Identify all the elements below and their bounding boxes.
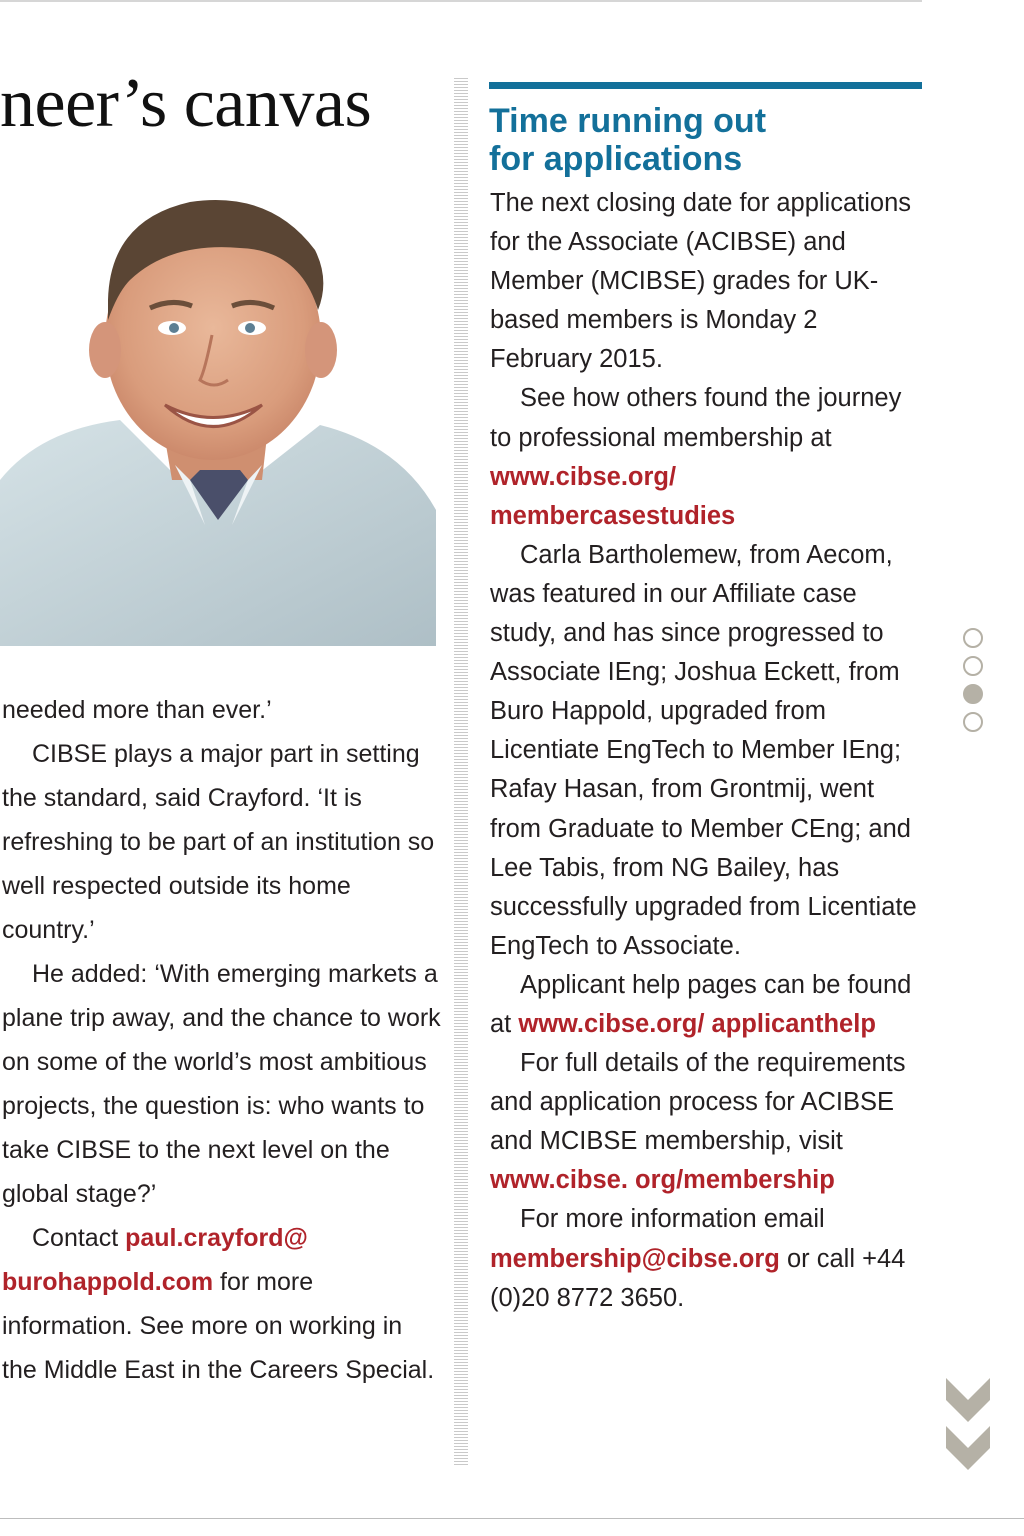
page-dot-2[interactable] (963, 656, 983, 676)
email-link-crayford[interactable]: paul.crayford@ burohappold.com (2, 1224, 308, 1296)
column-divider (454, 78, 468, 1466)
right-paragraph-3: Carla Bartholemew, from Aecom, was featured in our Affiliate case study, and has since progressed to Associate IEng; Joshua Eckett, from Buro Happold, upgraded from Licentiate EngTech to Member IEng; Rafay Hasan, from Grontmij, went from Graduate to Member CEng; and Lee Tabis, from NG Bailey, has successfully upgraded from Licentiate EngTech to Associate. (490, 540, 917, 960)
top-rule (0, 0, 922, 2)
page-dot-3-active[interactable] (963, 684, 983, 704)
left-paragraph-2: CIBSE plays a major part in setting the standard, said Crayford. ‘It is refreshing to be part of an institution so well respected outside its home country.’ (2, 740, 435, 944)
article-continuation (2, 688, 442, 1392)
link-membercasestudies[interactable]: www.cibse.org/ membercasestudies (490, 462, 736, 530)
section-title: Time running out for applications (489, 102, 767, 178)
right-paragraph-6: For more information email membership@cibse.org or call +44 (0)20 8772 3650. (490, 1205, 906, 1312)
next-page-chevrons-icon[interactable] (946, 1378, 990, 1474)
page-indicator (960, 628, 988, 740)
email-link-membership[interactable]: membership@cibse.org (490, 1244, 780, 1273)
section-rule (489, 82, 922, 89)
right-paragraph-2: See how others found the journey to professional membership at www.cibse.org/ membercasestudies (490, 384, 902, 530)
applications-article (490, 184, 920, 1318)
portrait-photo (0, 180, 436, 646)
portrait-illustration (0, 180, 436, 646)
page-headline: neer’s canvas (0, 65, 372, 142)
link-applicanthelp[interactable]: www.cibse.org/ applicanthelp (518, 1009, 876, 1038)
right-paragraph-5: For full details of the requirements and application process for ACIBSE and MCIBSE membership, visit www.cibse. org/membership (490, 1049, 906, 1195)
left-paragraph-3: He added: ‘With emerging markets a plane trip away, and the chance to work on some of the world’s most ambitious projects, the question is: who wants to take CIBSE to the next level on the global stage?’ (2, 960, 441, 1208)
link-membership[interactable]: www.cibse. org/membership (490, 1166, 835, 1195)
right-paragraph-1: The next closing date for applications for the Associate (ACIBSE) and Member (MCIBSE) grades for UK-based members is Monday 2 February 2015. (490, 189, 911, 374)
page-dot-4[interactable] (963, 712, 983, 732)
page-dot-1[interactable] (963, 628, 983, 648)
right-paragraph-4: Applicant help pages can be found at www.cibse.org/ applicanthelp (490, 970, 912, 1038)
bottom-rule (0, 1518, 1024, 1519)
left-paragraph-4: Contact paul.crayford@ burohappold.com for more information. See more on working in the Middle East in the Careers Special. (2, 1224, 435, 1384)
left-paragraph-1: needed more than ever.’ (2, 696, 272, 724)
double-chevron-down-icon (946, 1378, 990, 1474)
